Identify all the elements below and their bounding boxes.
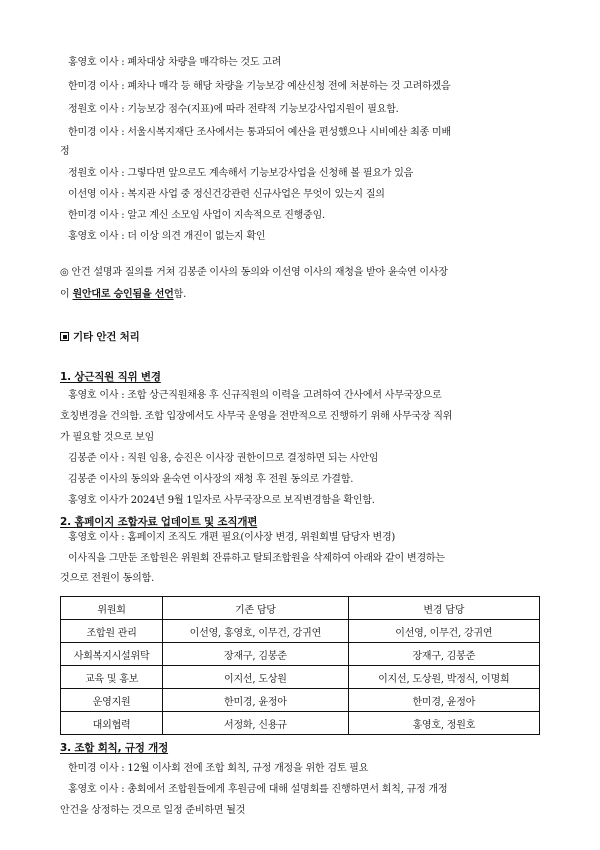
resolution-prefix: 이 xyxy=(60,289,73,300)
minutes-line: 정원호 이사 : 기능보강 점수(지표)에 따라 전략적 기능보강사업지원이 필요함. xyxy=(68,104,399,115)
committee-table xyxy=(60,596,540,735)
table-cell: 이지선, 도상원, 박정식, 이명희 xyxy=(348,666,539,689)
table-cell: 운영지원 xyxy=(61,689,163,712)
square-bullet-icon xyxy=(60,332,69,341)
item1-line: 홍영호 이사가 2024년 9월 1일자로 사무국장으로 보직변경함을 확인함. xyxy=(68,495,375,506)
resolution-emphasis: 원안대로 승인됨을 선언 xyxy=(72,289,174,300)
item1-line: 김봉준 이사의 동의와 윤숙연 이사장의 재청 후 전원 동의로 가결함. xyxy=(68,474,354,485)
minutes-line: 한미경 이사 : 폐차나 매각 등 해당 차량을 기능보강 예산신청 전에 처분하는 것 고려하겠음 xyxy=(68,81,451,92)
table-cell: 이선영, 이무건, 강귀연 xyxy=(348,620,539,643)
minutes-line: 정원호 이사 : 그렇다면 앞으로도 계속해서 기능보강사업을 신청해 볼 필요가 있음 xyxy=(68,168,414,179)
item2-line: 홍영호 이사 : 홈페이지 조직도 개편 필요(이사장 변경, 위원회별 담당자 변경) xyxy=(68,532,396,543)
table-row xyxy=(61,712,540,735)
item2-line: 것으로 전원이 동의함. xyxy=(60,573,155,584)
table-cell: 홍영호, 정원호 xyxy=(348,712,539,735)
table-header: 위원회 xyxy=(61,597,163,620)
table-cell: 이선영, 홍영호, 이무건, 강귀연 xyxy=(163,620,348,643)
table-cell: 장재구, 김봉준 xyxy=(163,643,348,666)
minutes-line: 홍영호 이사 : 더 이상 의견 개진이 없는지 확인 xyxy=(68,231,266,242)
table-cell: 서정화, 신용규 xyxy=(163,712,348,735)
resolution-suffix: 함. xyxy=(173,289,187,300)
other-agenda-heading: 기타 안건 처리 xyxy=(60,330,140,344)
table-cell: 한미경, 윤정아 xyxy=(348,689,539,712)
table-cell: 대외협력 xyxy=(61,712,163,735)
table-cell: 장재구, 김봉준 xyxy=(348,643,539,666)
item2-line: 이사직을 그만둔 조합원은 위원회 잔류하고 탈퇴조합원을 삭제하여 아래와 같이 변경하는 xyxy=(68,553,445,564)
table-cell: 사회복지시설위탁 xyxy=(61,643,163,666)
resolution-line xyxy=(60,288,186,302)
table-row xyxy=(61,643,540,666)
table-cell: 교육 및 홍보 xyxy=(61,666,163,689)
item1-line: 김봉준 이사 : 직원 임용, 승진은 이사장 권한이므로 결정하면 되는 사안임 xyxy=(68,453,379,464)
minutes-line: 이선영 이사 : 복지관 사업 중 정신건강관련 신규사업은 무엇이 있는지 질의 xyxy=(68,189,385,200)
table-cell: 한미경, 윤정아 xyxy=(163,689,348,712)
table-header: 기존 담당 xyxy=(163,597,348,620)
table-row xyxy=(61,620,540,643)
item1-line: 가 필요할 것으로 보임 xyxy=(60,432,155,443)
item1-line: 호칭변경을 건의함. 조합 입장에서도 사무국 운영을 전반적으로 진행하기 위해 사무국장 직위 xyxy=(60,411,453,422)
minutes-line: 정 xyxy=(60,146,70,157)
table-header: 변경 담당 xyxy=(348,597,539,620)
table-cell: 이지선, 도상원 xyxy=(163,666,348,689)
table-cell: 조합원 관리 xyxy=(61,620,163,643)
table-header-row xyxy=(61,597,540,620)
item3-line: 홍영호 이사 : 총회에서 조합원들에게 후원금에 대해 설명회를 진행하면서 회칙, 규정 개정 xyxy=(68,784,448,795)
item1-line: 홍영호 이사 : 조합 상근직원채용 후 신규직원의 이력을 고려하여 간사에서 사무국장으로 xyxy=(68,390,442,401)
item3-line: 안건을 상정하는 것으로 일정 준비하면 될것 xyxy=(60,805,246,816)
item3-line: 한미경 이사 : 12월 이사회 전에 조합 회칙, 규정 개정을 위한 검토 필요 xyxy=(68,763,369,774)
minutes-line: 한미경 이사 : 서울시복지재단 조사에서는 통과되어 예산을 편성했으나 시비예산 최종 미배 xyxy=(68,127,451,138)
resolution-line: ◎ 안건 설명과 질의를 거쳐 김봉준 이사의 동의와 이선영 이사의 재청을 받아 윤숙연 이사장 xyxy=(60,267,448,278)
minutes-line: 한미경 이사 : 알고 계신 소모임 사업이 지속적으로 진행중임. xyxy=(68,210,326,221)
table-row xyxy=(61,666,540,689)
item2-title: 2. 홈페이지 조합자료 업데이트 및 조직개편 xyxy=(60,516,258,528)
table-row xyxy=(61,689,540,712)
item3-title: 3. 조합 회칙, 규정 개정 xyxy=(60,742,169,754)
item1-title: 1. 상근직원 직위 변경 xyxy=(60,371,161,383)
minutes-line: 홍영호 이사 : 폐차대상 차량을 매각하는 것도 고려 xyxy=(68,57,282,68)
